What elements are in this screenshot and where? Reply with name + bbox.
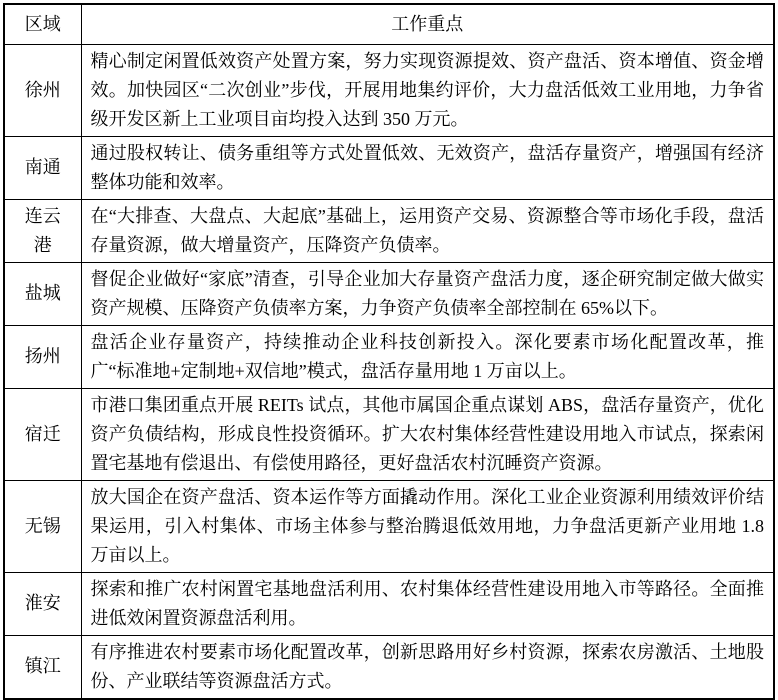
region-focus-table — [3, 3, 775, 700]
table-row — [4, 44, 774, 136]
table-row — [4, 199, 774, 262]
region-cell: 淮安 — [4, 572, 81, 635]
region-cell: 徐州 — [4, 44, 81, 136]
header-region: 区域 — [4, 4, 81, 44]
table-row — [4, 480, 774, 572]
table-row — [4, 262, 774, 325]
focus-cell: 探索和推广农村闲置宅基地盘活利用、农村集体经营性建设用地入市等路径。全面推进低效闲置资源盘活利用。 — [81, 572, 774, 635]
focus-cell: 督促企业做好“家底”清查，引导企业加大存量资产盘活力度，逐企研究制定做大做实资产规模、压降资产负债率方案，力争资产负债率全部控制在 65%以下。 — [81, 262, 774, 325]
table-header-row — [4, 4, 774, 44]
table-row — [4, 325, 774, 388]
region-cell: 无锡 — [4, 480, 81, 572]
region-cell: 盐城 — [4, 262, 81, 325]
table-row — [4, 572, 774, 635]
table-row — [4, 388, 774, 480]
focus-cell: 在“大排查、大盘点、大起底”基础上，运用资产交易、资源整合等市场化手段，盘活存量资源，做大增量资产，压降资产负债率。 — [81, 199, 774, 262]
header-focus: 工作重点 — [81, 4, 774, 44]
focus-cell: 有序推进农村要素市场化配置改革，创新思路用好乡村资源，探索农房激活、土地股份、产业联结等资源盘活方式。 — [81, 635, 774, 699]
region-cell: 宿迁 — [4, 388, 81, 480]
focus-cell: 放大国企在资产盘活、资本运作等方面撬动作用。深化工业企业资源利用绩效评价结果运用，引入村集体、市场主体参与整治腾退低效用地，力争盘活更新产业用地 1.8 万亩以上。 — [81, 480, 774, 572]
focus-cell: 盘活企业存量资产，持续推动企业科技创新投入。深化要素市场化配置改革，推广“标准地+定制地+双信地”模式，盘活存量用地 1 万亩以上。 — [81, 325, 774, 388]
focus-cell: 市港口集团重点开展 REITs 试点，其他市属国企重点谋划 ABS，盘活存量资产，优化资产负债结构，形成良性投资循环。扩大农村集体经营性建设用地入市试点，探索闲置宅基地有偿退出、有偿使用路径，更好盘活农村沉睡资产资源。 — [81, 388, 774, 480]
focus-cell: 精心制定闲置低效资产处置方案，努力实现资源提效、资产盘活、资本增值、资金增效。加快园区“二次创业”步伐，开展用地集约评价，大力盘活低效工业用地，力争省级开发区新上工业项目亩均投入达到 350 万元。 — [81, 44, 774, 136]
region-cell: 扬州 — [4, 325, 81, 388]
region-cell: 镇江 — [4, 635, 81, 699]
focus-cell: 通过股权转让、债务重组等方式处置低效、无效资产，盘活存量资产，增强国有经济整体功能和效率。 — [81, 136, 774, 199]
table-row — [4, 136, 774, 199]
table-row — [4, 635, 774, 699]
region-cell: 南通 — [4, 136, 81, 199]
region-cell: 连云港 — [4, 199, 81, 262]
